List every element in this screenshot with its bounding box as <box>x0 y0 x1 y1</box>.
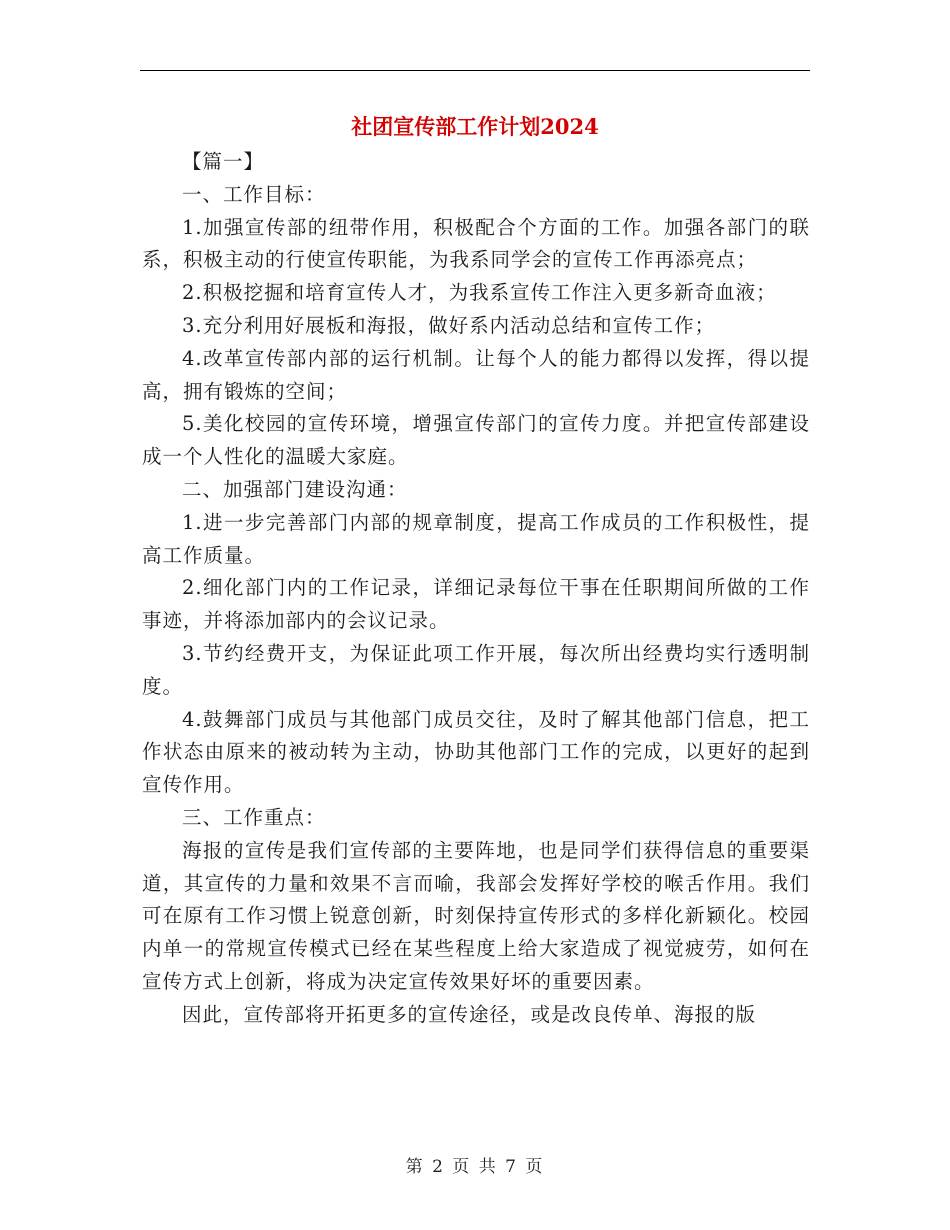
building-item-2: 2.细化部门内的工作记录，详细记录每位干事在任职期间所做的工作事迹，并将添加部内的会议记录。 <box>142 576 810 633</box>
heading-department-building: 二、加强部门建设沟通： <box>181 477 408 501</box>
building-item-1: 1.进一步完善部门内部的规章制度，提高工作成员的工作积极性，提高工作质量。 <box>142 510 810 567</box>
heading-work-focus: 三、工作重点： <box>181 805 326 829</box>
header-rule <box>140 70 810 71</box>
focus-paragraph: 海报的宣传是我们宣传部的主要阵地，也是同学们获得信息的重要渠道，其宣传的力量和效果不言而喻，我部会发挥好学校的喉舌作用。我们可在原有工作习惯上锐意创新，时刻保持宣传形式的多样化新颖化。校园内单一的常规宣传模式已经在某些程度上给大家造成了视觉疲劳，如何在宣传方式上创新，将成为决定宣传效果好坏的重要因素。 <box>142 838 810 993</box>
heading-work-goals: 一、工作目标： <box>181 182 326 206</box>
goal-item-5: 5.美化校园的宣传环境，增强宣传部门的宣传力度。并把宣传部建设成一个人性化的温暖大家庭。 <box>142 412 810 469</box>
building-item-4: 4.鼓舞部门成员与其他部门成员交往，及时了解其他部门信息，把工作状态由原来的被动转为主动，协助其他部门工作的完成，以更好的起到宣传作用。 <box>142 707 810 797</box>
document-body <box>142 146 810 1032</box>
document-title: 社团宣传部工作计划2024 <box>351 114 599 139</box>
section-marker: 【篇一】 <box>181 150 264 173</box>
goal-item-3: 3.充分利用好展板和海报，做好系内活动总结和宣传工作； <box>181 313 716 337</box>
goal-item-1: 1.加强宣传部的纽带作用，积极配合个方面的工作。加强各部门的联系，积极主动的行使宣传职能，为我系同学会的宣传工作再添亮点； <box>142 215 810 272</box>
closing-paragraph: 因此，宣传部将开拓更多的宣传途径，或是改良传单、海报的版 <box>181 1002 756 1026</box>
goal-item-2: 2.积极挖掘和培育宣传人才，为我系宣传工作注入更多新奇血液； <box>181 281 777 305</box>
goal-item-4: 4.改革宣传部内部的运行机制。让每个人的能力都得以发挥，得以提高，拥有锻炼的空间； <box>142 346 810 403</box>
page-number-footer: 第 2 页 共 7 页 <box>405 1157 545 1177</box>
building-item-3: 3.节约经费开支，为保证此项工作开展，每次所出经费均实行透明制度。 <box>142 641 810 698</box>
